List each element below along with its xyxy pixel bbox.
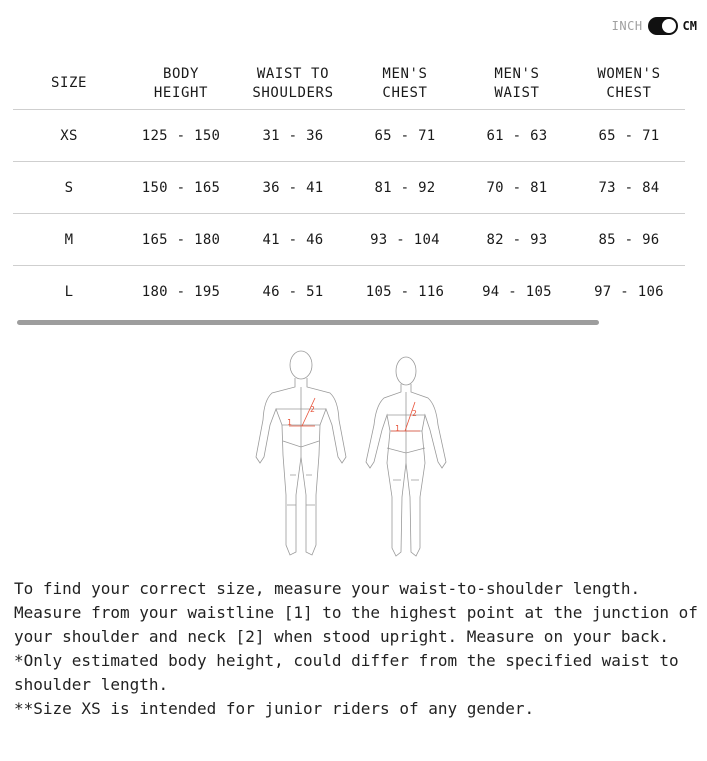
column-header-line: SIZE (50, 75, 88, 91)
column-header (349, 58, 461, 110)
size-table-container (13, 58, 693, 317)
column-header (573, 58, 685, 110)
unit-cm-label[interactable]: CM (682, 19, 697, 33)
column-header (13, 58, 125, 110)
instructions-paragraph: To find your correct size, measure your waist-to-shoulder length. Measure from your waistline [1] to the highest point at the junction of your shoulder and neck [2] when stood upright. Measure on your back. (14, 579, 698, 646)
measurement-cell: 36 - 41 (237, 162, 349, 214)
marker-2-female: 2 (412, 409, 417, 418)
column-header-line: MEN'S (494, 65, 540, 82)
measurement-cell: 150 - 165 (125, 162, 237, 214)
measurement-cell: 93 - 104 (349, 214, 461, 266)
table-header-row (13, 58, 685, 110)
size-cell: L (13, 266, 125, 318)
size-cell: M (13, 214, 125, 266)
size-cell: XS (13, 110, 125, 162)
table-row (13, 162, 685, 214)
measurement-cell: 46 - 51 (237, 266, 349, 318)
xs-footnote: **Size XS is intended for junior riders of any gender. (14, 699, 535, 718)
column-header-line: HEIGHT (153, 84, 209, 101)
size-table (13, 58, 685, 317)
measurement-cell: 41 - 46 (237, 214, 349, 266)
measurement-cell: 73 - 84 (573, 162, 685, 214)
measurement-cell: 70 - 81 (461, 162, 573, 214)
measurement-cell: 65 - 71 (573, 110, 685, 162)
column-header-line: CHEST (606, 84, 652, 101)
table-row (13, 214, 685, 266)
female-figure-icon (366, 357, 446, 556)
column-header-line: CHEST (382, 84, 428, 101)
column-header-line: WAIST (494, 84, 540, 101)
marker-2-male: 2 (310, 405, 315, 414)
unit-switch[interactable] (648, 17, 678, 35)
column-header-line: MEN'S (382, 65, 428, 82)
measurement-diagram (250, 345, 460, 560)
unit-toggle[interactable] (612, 17, 697, 35)
measurement-cell: 125 - 150 (125, 110, 237, 162)
column-header-line: WOMEN'S (597, 65, 661, 82)
measurement-cell: 31 - 36 (237, 110, 349, 162)
switch-knob (662, 19, 676, 33)
measurement-cell: 82 - 93 (461, 214, 573, 266)
measurement-cell: 81 - 92 (349, 162, 461, 214)
male-figure-icon (256, 351, 346, 555)
horizontal-scrollbar[interactable] (17, 320, 599, 325)
column-header-line: WAIST TO (256, 65, 330, 82)
marker-1-male: 1 (287, 418, 292, 427)
sizing-instructions (14, 577, 704, 721)
measurement-lines (289, 398, 420, 431)
measurement-cell: 97 - 106 (573, 266, 685, 318)
table-row (13, 266, 685, 318)
measurement-cell: 180 - 195 (125, 266, 237, 318)
size-cell: S (13, 162, 125, 214)
measurement-cell: 61 - 63 (461, 110, 573, 162)
table-row (13, 110, 685, 162)
unit-inch-label[interactable]: INCH (611, 19, 643, 33)
measurement-cell: 105 - 116 (349, 266, 461, 318)
column-header-line: SHOULDERS (252, 84, 334, 101)
height-footnote: *Only estimated body height, could differ from the specified waist to shoulder length. (14, 651, 679, 694)
column-header (125, 58, 237, 110)
measurement-cell: 65 - 71 (349, 110, 461, 162)
column-header (237, 58, 349, 110)
measurement-cell: 165 - 180 (125, 214, 237, 266)
marker-1-female: 1 (395, 424, 400, 433)
measurement-cell: 85 - 96 (573, 214, 685, 266)
measurement-cell: 94 - 105 (461, 266, 573, 318)
column-header-line: BODY (162, 65, 200, 82)
column-header (461, 58, 573, 110)
